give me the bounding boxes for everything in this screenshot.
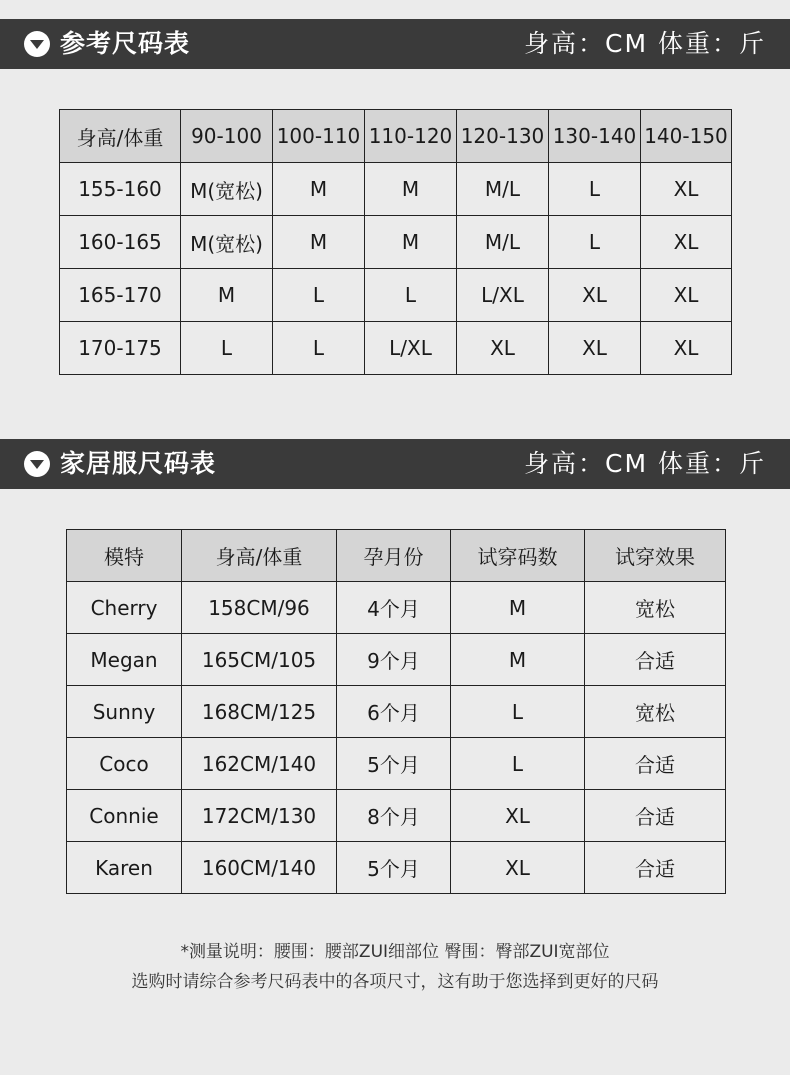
table-cell: XL [641, 216, 732, 269]
table-cell: L [451, 686, 585, 738]
table-cell: M [365, 216, 457, 269]
table-cell: 165-170 [60, 269, 181, 322]
table-cell: L [273, 322, 365, 375]
column-header: 90-100 [181, 110, 273, 163]
table-cell: 160CM/140 [182, 842, 337, 894]
table-cell: XL [641, 163, 732, 216]
table-cell: 宽松 [585, 686, 726, 738]
table-cell: 宽松 [585, 582, 726, 634]
table-cell: 5个月 [337, 842, 451, 894]
purchase-tip: 选购时请综合参考尺码表中的各项尺寸，这有助于您选择到更好的尺码 [131, 972, 659, 992]
table-cell: 5个月 [337, 738, 451, 790]
table-row [60, 163, 732, 216]
table-cell: Karen [67, 842, 182, 894]
table-cell: M/L [457, 163, 549, 216]
table-row [67, 582, 726, 634]
table-cell: M [273, 216, 365, 269]
size-chart-unit: 身高：CM 体重：斤 [524, 29, 766, 58]
table-cell: 170-175 [60, 322, 181, 375]
table-row [67, 790, 726, 842]
table-cell: L [273, 269, 365, 322]
table-cell: L [181, 322, 273, 375]
column-header: 孕月份 [337, 530, 451, 582]
table-cell: L [365, 269, 457, 322]
homewear-chart-header [0, 439, 790, 489]
table-cell: XL [457, 322, 549, 375]
table-cell: M [181, 269, 273, 322]
column-header: 试穿效果 [585, 530, 726, 582]
table-cell: Connie [67, 790, 182, 842]
table-header-row [60, 110, 732, 163]
table-cell: M/L [457, 216, 549, 269]
table-cell: M [273, 163, 365, 216]
table-cell: XL [451, 790, 585, 842]
table-cell: L [451, 738, 585, 790]
table-cell: 合适 [585, 738, 726, 790]
table-cell: L [549, 216, 641, 269]
table-cell: XL [549, 322, 641, 375]
table-cell: XL [641, 269, 732, 322]
table-cell: L [549, 163, 641, 216]
table-cell: Coco [67, 738, 182, 790]
table-cell: XL [451, 842, 585, 894]
column-header: 140-150 [641, 110, 732, 163]
column-header: 100-110 [273, 110, 365, 163]
table-row [67, 686, 726, 738]
table-cell: 6个月 [337, 686, 451, 738]
column-header: 试穿码数 [451, 530, 585, 582]
table-cell: Megan [67, 634, 182, 686]
homewear-chart-unit: 身高：CM 体重：斤 [524, 449, 766, 478]
size-chart-table [59, 109, 732, 375]
column-header: 110-120 [365, 110, 457, 163]
size-chart-title: 参考尺码表 [60, 29, 191, 58]
measurement-note: *测量说明：腰围：腰部ZUI细部位 臀围：臀部ZUI宽部位 [180, 942, 610, 962]
table-row [60, 269, 732, 322]
table-row [67, 738, 726, 790]
column-header: 模特 [67, 530, 182, 582]
table-cell: 9个月 [337, 634, 451, 686]
column-header: 身高/体重 [182, 530, 337, 582]
table-cell: L/XL [457, 269, 549, 322]
table-cell: L/XL [365, 322, 457, 375]
table-header-row [67, 530, 726, 582]
table-cell: 172CM/130 [182, 790, 337, 842]
model-fit-table [66, 529, 726, 894]
table-cell: M(宽松) [181, 163, 273, 216]
table-cell: XL [641, 322, 732, 375]
table-cell: 158CM/96 [182, 582, 337, 634]
column-header: 130-140 [549, 110, 641, 163]
table-cell: 168CM/125 [182, 686, 337, 738]
chevron-down-icon [24, 31, 50, 57]
chevron-down-icon [24, 451, 50, 477]
table-cell: 合适 [585, 634, 726, 686]
table-cell: 160-165 [60, 216, 181, 269]
table-cell: M [365, 163, 457, 216]
table-row [67, 842, 726, 894]
table-cell: 162CM/140 [182, 738, 337, 790]
table-cell: 155-160 [60, 163, 181, 216]
table-cell: XL [549, 269, 641, 322]
table-cell: 合适 [585, 842, 726, 894]
table-row [67, 634, 726, 686]
table-cell: 合适 [585, 790, 726, 842]
table-row [60, 322, 732, 375]
table-cell: M [451, 634, 585, 686]
table-cell: M(宽松) [181, 216, 273, 269]
table-cell: Sunny [67, 686, 182, 738]
table-cell: Cherry [67, 582, 182, 634]
table-row [60, 216, 732, 269]
table-cell: 165CM/105 [182, 634, 337, 686]
table-cell: 8个月 [337, 790, 451, 842]
size-chart-header [0, 19, 790, 69]
column-header: 身高/体重 [60, 110, 181, 163]
homewear-chart-title: 家居服尺码表 [60, 449, 217, 478]
column-header: 120-130 [457, 110, 549, 163]
table-cell: 4个月 [337, 582, 451, 634]
table-cell: M [451, 582, 585, 634]
